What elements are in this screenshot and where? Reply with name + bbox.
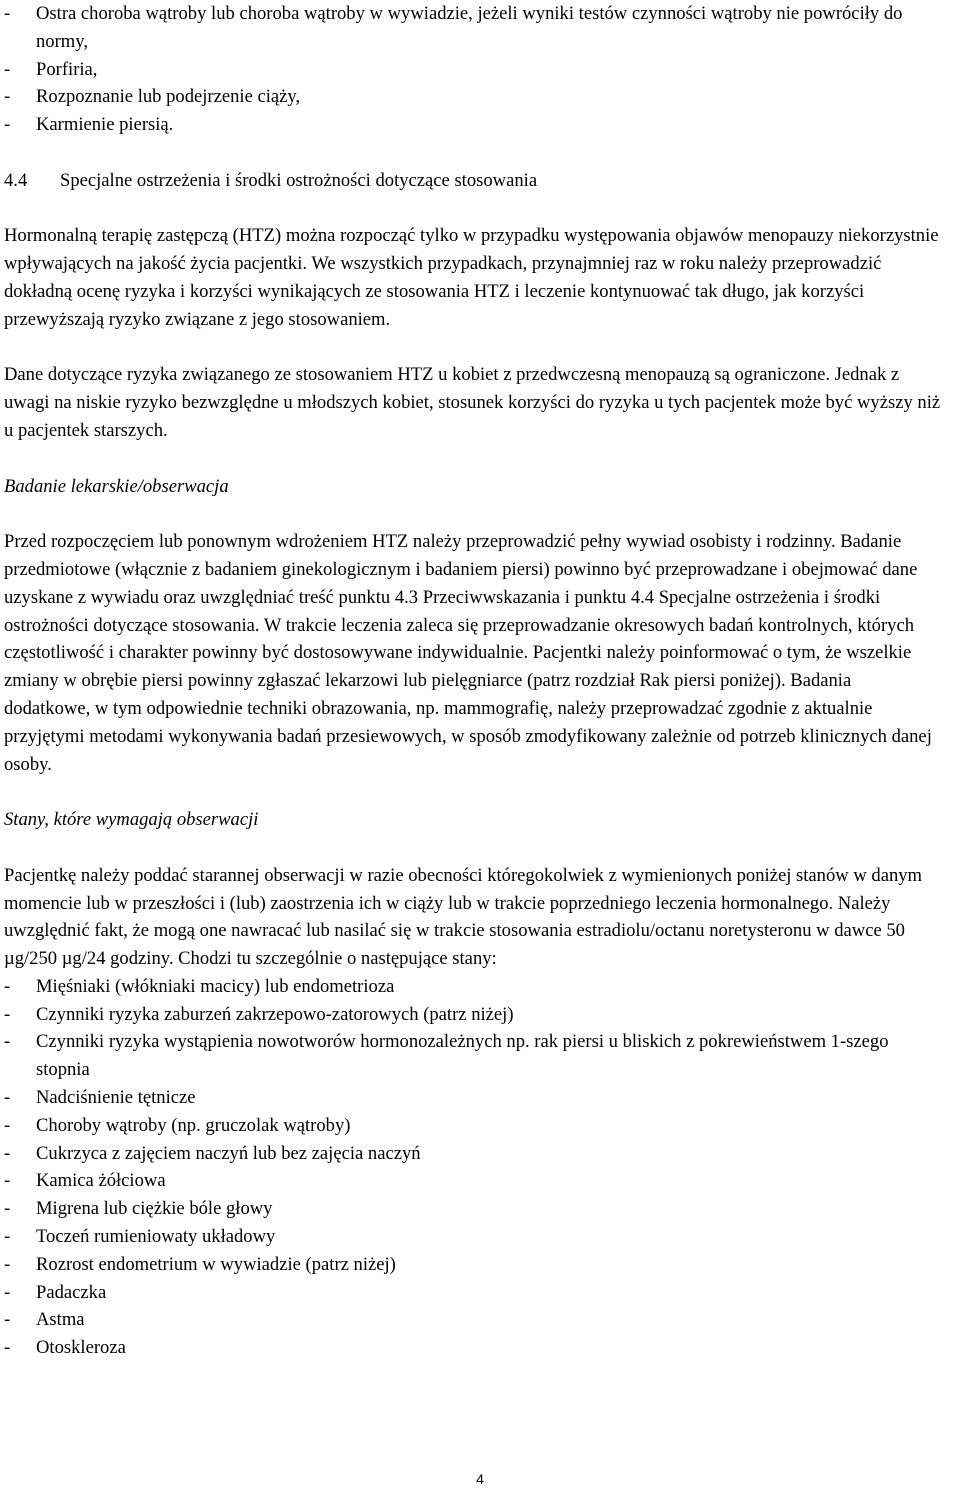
list-item: - Kamica żółciowa	[4, 1167, 942, 1195]
spacer	[4, 778, 942, 806]
paragraph-premature-menopause: Dane dotyczące ryzyka związanego ze stosowaniem HTZ u kobiet z przedwczesną menopauzą są ograniczone. Jednak z uwagi na niskie ryzyko bezwzględne u młodszych kobiet, stosunek korzyści do ryzyka u tych pacjentek może być wyższy niż u pacjentek starszych.	[4, 364, 941, 441]
list-item: - Migrena lub ciężkie bóle głowy	[4, 1195, 942, 1223]
list-item: - Karmienie piersią.	[4, 111, 942, 139]
list-item: - Ostra choroba wątroby lub choroba wątroby w wywiadzie, jeżeli wyniki testów czynności wątroby nie powróciły do normy,	[4, 0, 942, 56]
paragraph-medical-examination: Przed rozpoczęciem lub ponownym wdrożeniem HTZ należy przeprowadzić pełny wywiad osobisty i rodzinny. Badanie przedmiotowe (włącznie z badaniem ginekologicznym i badaniem piersi) powinno być przeprowadzane i obejmować dane uzyskane z wywiadu oraz uwzględniać treść punktu 4.3 Przeciwwskazania i punktu 4.4 Specjalne ostrzeżenia i środki ostrożności dotyczące stosowania. W trakcie leczenia zaleca się przeprowadzanie okresowych badań kontrolnych, których częstotliwość i charakter powinny być dostosowywane indywidualnie. Pacjentki należy poinformować o tym, że wszelkie zmiany w obrębie piersi powinny zgłaszać lekarzowi lub pielęgniarce (patrz rozdział Rak piersi poniżej). Badania dodatkowe, w tym odpowiednie techniki obrazowania, np. mammografię, należy przeprowadzać zgodnie z aktualnie przyjętymi metodami wykonywania badań przesiewowych, w sposób zmodyfikowany zależnie od potrzeb klinicznych danej osoby.	[4, 531, 932, 775]
paragraph-htz-indication: Hormonalną terapię zastępczą (HTZ) można rozpocząć tylko w przypadku występowania objawów menopauzy niekorzystnie wpływających na jakość życia pacjentki. We wszystkich przypadkach, przynajmniej raz w roku należy przeprowadzić dokładną ocenę ryzyka i korzyści wynikających ze stosowania HTZ i leczenie kontynuować tak długo, jak korzyści przewyższają ryzyko związane z jego stosowaniem.	[4, 225, 939, 330]
spacer	[4, 834, 942, 862]
section-title: Specjalne ostrzeżenia i środki ostrożności dotyczące stosowania	[60, 169, 538, 191]
list-item: - Otoskleroza	[4, 1334, 942, 1362]
section-number: 4.4	[4, 169, 28, 191]
list-item: - Rozrost endometrium w wywiadzie (patrz niżej)	[4, 1251, 942, 1279]
spacer	[4, 195, 942, 223]
spacer	[4, 500, 942, 528]
list-item: - Mięśniaki (włókniaki macicy) lub endometrioza	[4, 973, 942, 1001]
paragraph-conditions-intro: Pacjentkę należy poddać starannej obserwacji w razie obecności któregokolwiek z wymienionych poniżej stanów w danym momencie lub w przeszłości i (lub) zaostrzenia ich w ciąży lub w trakcie poprzedniego leczenia hormonalnego. Należy uwzględnić fakt, że mogą one nawracać lub nasilać się w trakcie stosowania estradiolu/octanu noretysteronu w dawce 50 µg/250 µg/24 godziny. Chodzi tu szczególnie o następujące stany:	[4, 864, 923, 970]
spacer	[4, 445, 942, 473]
spacer	[4, 139, 942, 167]
subheading-medical-examination: Badanie lekarskie/obserwacja	[4, 475, 229, 497]
spacer	[4, 334, 942, 362]
list-item: - Nadciśnienie tętnicze	[4, 1084, 942, 1112]
section-heading	[4, 167, 942, 195]
list-item: - Padaczka	[4, 1279, 942, 1307]
list-item: - Toczeń rumieniowaty układowy	[4, 1223, 942, 1251]
document-page	[4, 0, 942, 1362]
list-item: - Choroby wątroby (np. gruczolak wątroby)	[4, 1112, 942, 1140]
subheading-conditions-requiring-supervision: Stany, które wymagają obserwacji	[4, 809, 259, 831]
list-item: - Astma	[4, 1306, 942, 1334]
list-item: - Czynniki ryzyka wystąpienia nowotworów hormonozależnych np. rak piersi u bliskich z pokrewieństwem 1-szego stopnia	[4, 1028, 942, 1084]
list-item: - Porfiria,	[4, 56, 942, 84]
list-item: - Czynniki ryzyka zaburzeń zakrzepowo-zatorowych (patrz niżej)	[4, 1001, 942, 1029]
contraindications-list-continued	[4, 0, 942, 139]
list-item: - Cukrzyca z zajęciem naczyń lub bez zajęcia naczyń	[4, 1140, 942, 1168]
page-number: 4	[476, 1471, 484, 1487]
conditions-list	[4, 973, 942, 1362]
list-item: - Rozpoznanie lub podejrzenie ciąży,	[4, 83, 942, 111]
